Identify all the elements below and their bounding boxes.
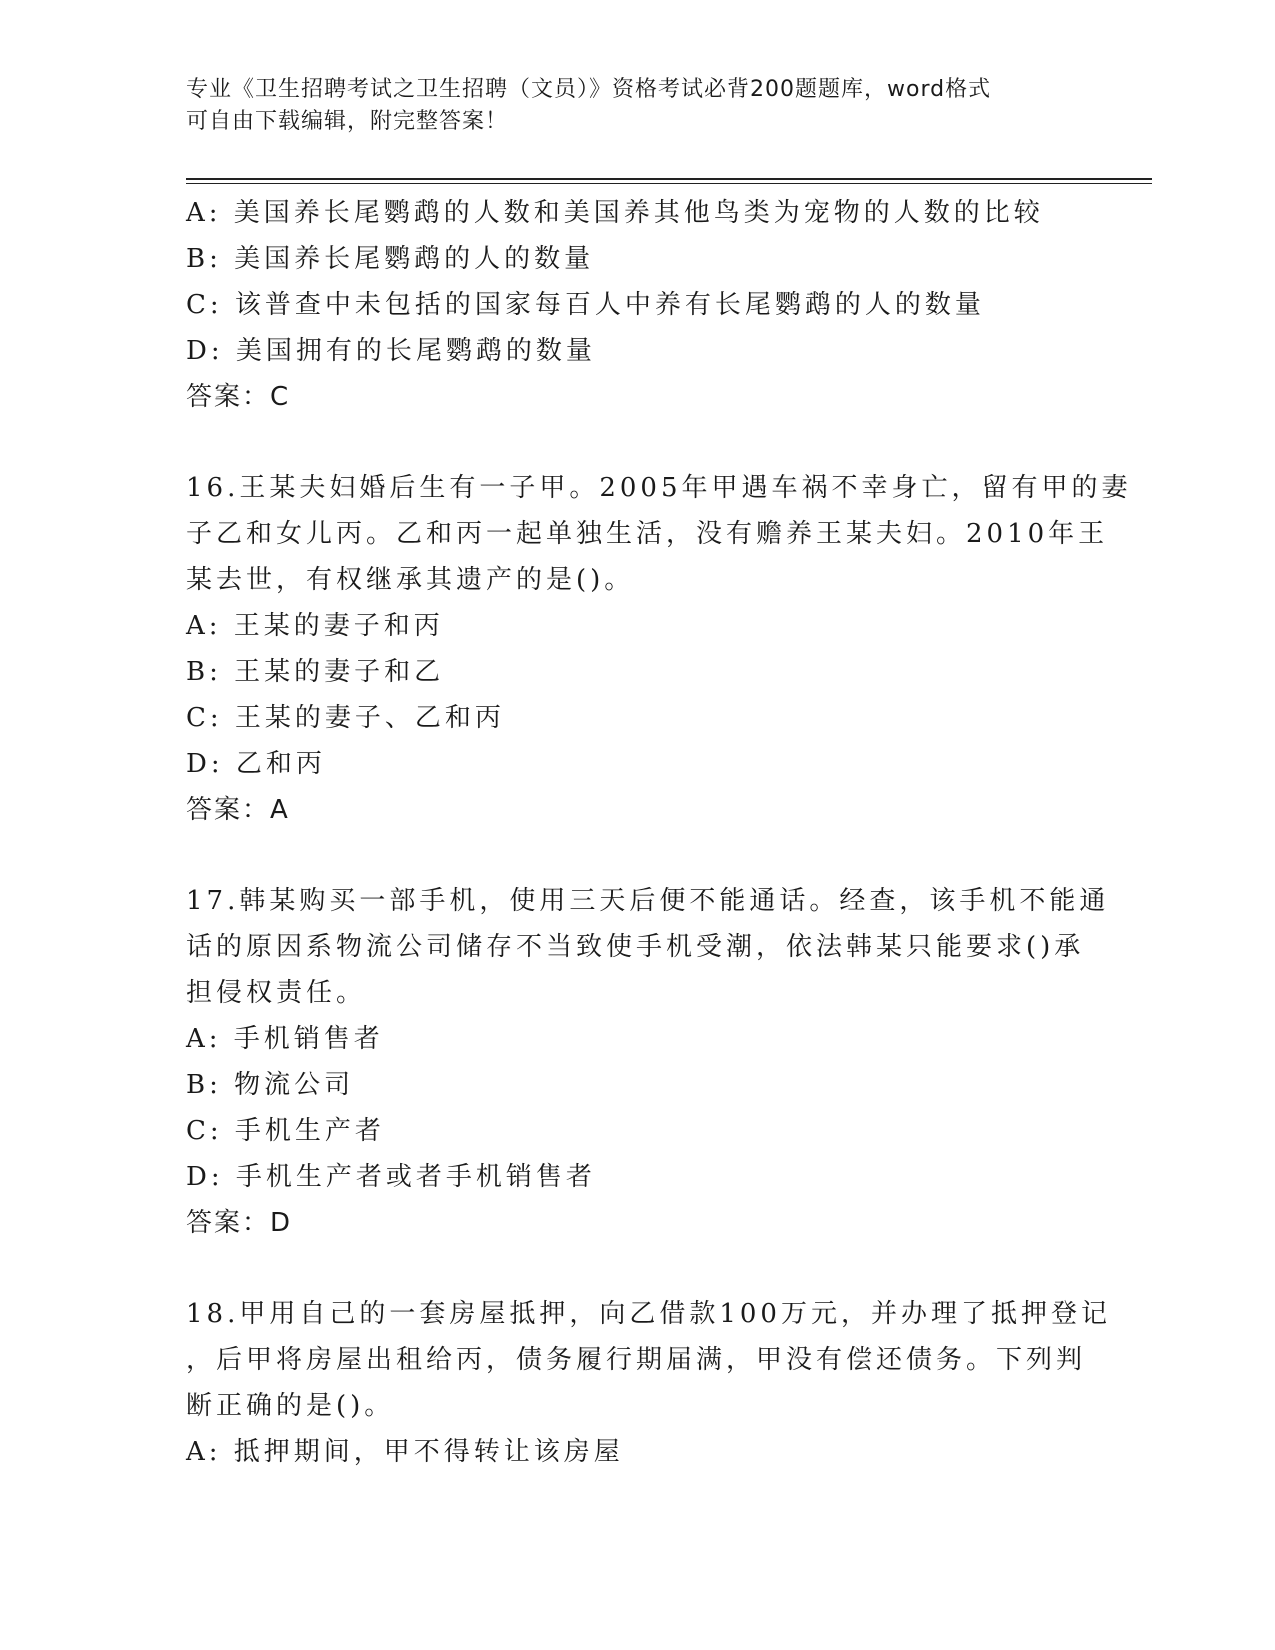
question-16 — [186, 465, 1132, 833]
header-title-line-1: 专业《卫生招聘考试之卫生招聘（文员）》资格考试必背200题题库，word格式 — [186, 77, 992, 102]
question-15-tail — [186, 190, 1086, 420]
question-spacer — [186, 420, 1086, 465]
question-text-line: 断正确的是()。 — [186, 1391, 395, 1421]
question-17 — [186, 878, 1110, 1246]
option-a: A: 王某的妻子和丙 — [186, 611, 444, 641]
question-spacer — [186, 1246, 1086, 1291]
question-text-line: 话的原因系物流公司储存不当致使手机受潮，依法韩某只能要求()承 — [186, 932, 1085, 962]
option-c: C: 手机生产者 — [186, 1116, 385, 1146]
option-a: A: 抵押期间，甲不得转让该房屋 — [186, 1437, 624, 1467]
header-title-line-2: 可自由下载编辑，附完整答案！ — [186, 109, 509, 134]
document-header — [186, 74, 1066, 138]
option-a: A: 手机销售者 — [186, 1024, 384, 1054]
option-b: B: 美国养长尾鹦鹉的人的数量 — [186, 244, 595, 274]
question-18 — [186, 1291, 1111, 1475]
header-divider-thick — [186, 178, 1152, 180]
question-text-line: 子乙和女儿丙。乙和丙一起单独生活，没有赡养王某夫妇。2010年王 — [186, 519, 1109, 549]
option-c: C: 该普查中未包括的国家每百人中养有长尾鹦鹉的人的数量 — [186, 290, 985, 320]
option-d: D: 乙和丙 — [186, 749, 326, 779]
option-b: B: 物流公司 — [186, 1070, 355, 1100]
question-text-line: ，后甲将房屋出租给丙，债务履行期届满，甲没有偿还债务。下列判 — [186, 1345, 1087, 1375]
question-text-line: 16.王某夫妇婚后生有一子甲。2005年甲遇车祸不幸身亡，留有甲的妻 — [186, 473, 1132, 503]
option-b: B: 王某的妻子和乙 — [186, 657, 445, 687]
option-a: A: 美国养长尾鹦鹉的人数和美国养其他鸟类为宠物的人数的比较 — [186, 198, 1044, 228]
question-text-line: 17.韩某购买一部手机，使用三天后便不能通话。经查，该手机不能通 — [186, 886, 1110, 916]
option-d: D: 手机生产者或者手机销售者 — [186, 1162, 596, 1192]
question-content — [186, 190, 1132, 1475]
option-c: C: 王某的妻子、乙和丙 — [186, 703, 505, 733]
question-text-line: 担侵权责任。 — [186, 978, 367, 1008]
question-text-line: 18.甲用自己的一套房屋抵押，向乙借款100万元，并办理了抵押登记 — [186, 1299, 1111, 1329]
option-d: D: 美国拥有的长尾鹦鹉的数量 — [186, 336, 596, 366]
answer-label: 答案：A — [186, 795, 290, 825]
answer-label: 答案：C — [186, 382, 291, 412]
question-text-line: 某去世，有权继承其遗产的是()。 — [186, 565, 635, 595]
question-spacer — [186, 833, 1086, 878]
answer-label: 答案：D — [186, 1208, 293, 1238]
header-divider-thin — [186, 183, 1152, 184]
